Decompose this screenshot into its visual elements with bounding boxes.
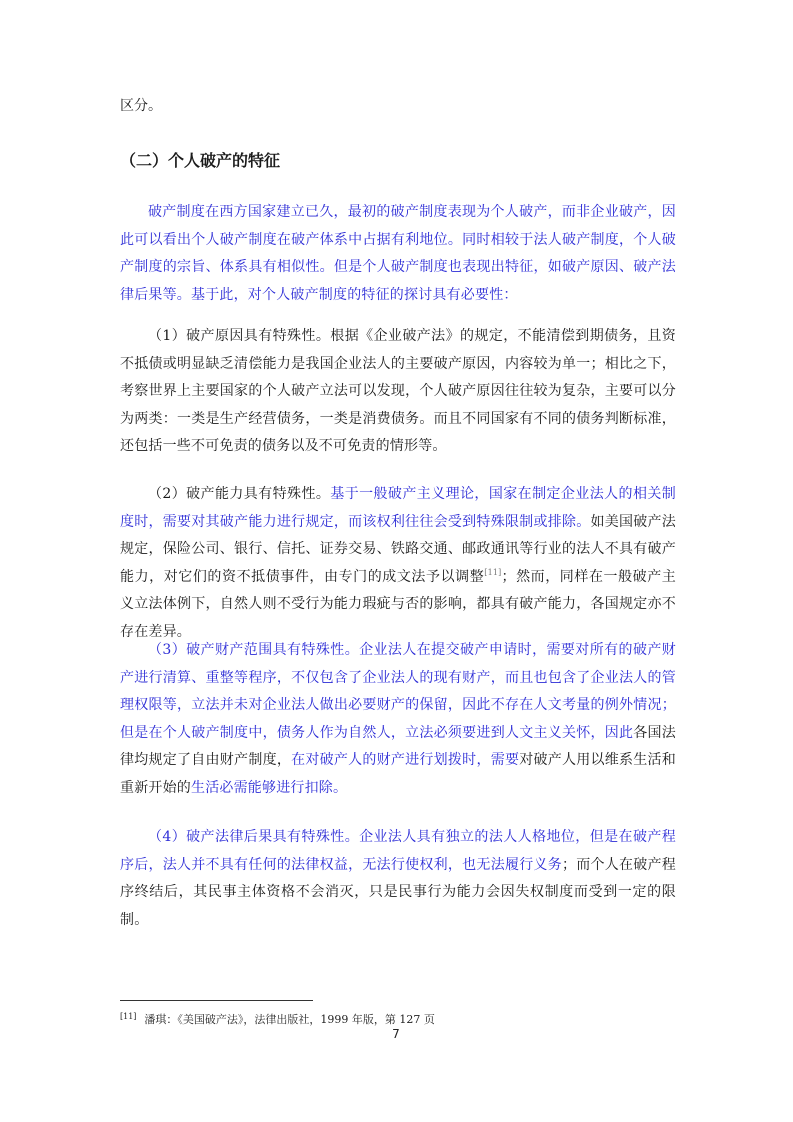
footnote [120, 1013, 680, 1027]
paragraph-feature-4 [120, 824, 676, 934]
paragraph-text-revised: 生活必需能够进行扣除。 [191, 779, 348, 796]
paragraph-text-revised: （3）破产财产范围具有特殊性。企业法人在提交破产申请时，需要对所有的破产财产进行清算、重整等程序，不仅包含了企业法人的现有财产，而且也包含了企业法人的管理权限等，立法并未对企业法人做出必要财产的保留，因此不存在人文考量的例外情况；但是在个人破产制度中，债务人作为自然人，立法必须要进到人文主义关怀，因此 [120, 642, 676, 741]
paragraph-intro [120, 199, 676, 309]
page-number: 7 [392, 1027, 400, 1041]
paragraph-text: （1）破产原因具有特殊性。根据《企业破产法》的规定，不能清偿到期债务，且资不抵债或明显缺乏清偿能力是我国企业法人的主要破产原因，内容较为单一；相比之下，考察世界上主要国家的个人破产立法可以发现，个人破产原因往往较为复杂，主要可以分为两类：一类是生产经营债务，一类是消费债务。而且不同国家有不同的债务判断标准，还包括一些不可免责的债务以及不可免责的情形等。 [120, 328, 676, 454]
paragraph-feature-1 [120, 323, 676, 461]
paragraph-text-revised: （4）破产法律后果具有特殊性。企业法人具有独立的法人人格地位，但是在破产程序后，法人并不具有任何的法律权益，无法行使权利，也无法履行义务 [120, 829, 676, 873]
paragraph-text: ；而个人在破产程序终结后，其民事主体资格不会消灭，只是民事行为能力会因失权制度而受到一定的限制。 [120, 856, 676, 928]
footnote-mark: [11] [120, 1012, 137, 1021]
paragraph-text: （2）破产能力具有特殊性。 [148, 486, 331, 502]
paragraph-feature-2 [120, 481, 676, 646]
paragraph-text-revised: 在对破产人的财产进行划拨时，需要 [291, 752, 520, 768]
paragraph-text: 破产制度在西方国家建立已久，最初的破产制度表现为个人破产，而非企业破产，因此可以看出个人破产制度在破产体系中占据有利地位。同时相较于法人破产制度，个人破产制度的宗旨、体系具有相似性。但是个人破产制度也表现出特征，如破产原因、破产法律后果等。基于此，对个人破产制度的特征的探讨具有必要性： [120, 204, 676, 303]
paragraph-text-revised: 基于一般破产主义理论，国家在制定企业法人的相关制度时，需要对其破产能力进行规定，而该权利往往会受到特殊限制或排除。 [120, 486, 676, 530]
paragraph-text: 对破产人用以维系生活和重新开始的 [120, 752, 676, 796]
footnote-reference[interactable]: [11] [484, 567, 502, 577]
paragraph-text: 如美国破产法规定，保险公司、银行、信托、证券交易、铁路交通、邮政通讯等行业的法人不具有破产能力，对它们的资不抵债事件，由专门的成文法予以调整 [120, 513, 676, 585]
intro-text: 区分。 [120, 98, 162, 114]
paragraph-text: 各国法律均规定了自由财产制度， [120, 724, 676, 768]
paragraph-text: ；然而，同样在一般破产主义立法体例下，自然人则不受行为能力瑕疵与否的影响，都具有破产能力，各国规定亦不存在差异。 [120, 568, 676, 640]
paragraph-feature-3 [120, 637, 676, 802]
footnote-text: 潘琪：《美国破产法》，法律出版社，1999 年版，第 127 页 [144, 1013, 435, 1026]
section-heading: （二）个人破产的特征 [120, 151, 281, 170]
footnote-separator [120, 1000, 313, 1001]
